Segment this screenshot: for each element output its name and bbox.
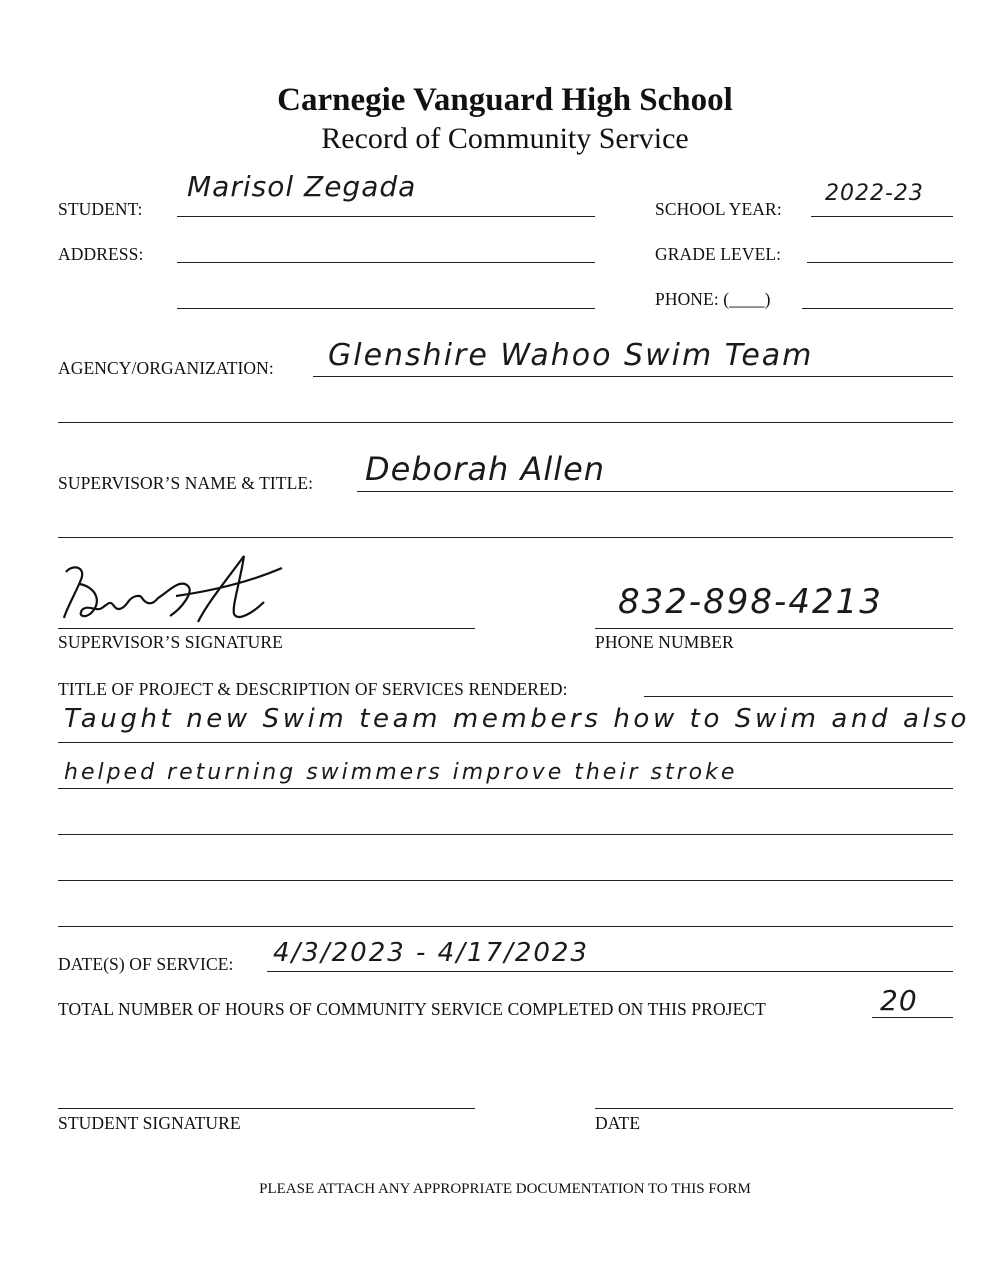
school-year-label: SCHOOL YEAR: <box>655 199 782 219</box>
agency-handwritten[interactable]: Glenshire Wahoo Swim Team <box>328 338 814 373</box>
supervisor-signature-label: SUPERVISOR’S SIGNATURE <box>58 632 283 652</box>
supervisor-signature-line[interactable] <box>58 628 475 629</box>
student-signature-line[interactable] <box>58 1108 475 1109</box>
supervisor-phone-line <box>595 628 953 629</box>
phone-line[interactable] <box>802 308 953 309</box>
phone-label: PHONE: (____) <box>655 289 771 309</box>
project-title-label: TITLE OF PROJECT & DESCRIPTION OF SERVICES RENDERED: <box>58 679 568 699</box>
description-line-5[interactable] <box>58 926 953 927</box>
form-title: Record of Community Service <box>321 122 689 155</box>
student-signature-label: STUDENT SIGNATURE <box>58 1113 241 1133</box>
dates-handwritten[interactable]: 4/3/2023 - 4/17/2023 <box>273 938 589 968</box>
school-year-handwritten[interactable]: 2022-23 <box>825 181 924 206</box>
description-line-3[interactable] <box>58 834 953 835</box>
phone-number-label: PHONE NUMBER <box>595 632 734 652</box>
address-label: ADDRESS: <box>58 244 144 264</box>
agency-label: AGENCY/ORGANIZATION: <box>58 358 274 378</box>
supervisor-phone-handwritten[interactable]: 832-898-4213 <box>618 582 883 622</box>
project-title-line[interactable] <box>644 696 953 697</box>
description-line-4[interactable] <box>58 880 953 881</box>
student-label: STUDENT: <box>58 199 143 219</box>
dates-line <box>267 971 953 972</box>
total-hours-label: TOTAL NUMBER OF HOURS OF COMMUNITY SERVICE COMPLETED ON THIS PROJECT <box>58 999 766 1019</box>
description-handwritten-1[interactable]: Taught new Swim team members how to Swim and also <box>64 704 971 734</box>
date-label: DATE <box>595 1113 641 1133</box>
agency-line-2[interactable] <box>58 422 953 423</box>
description-line-2 <box>58 788 953 789</box>
supervisor-name-line-2[interactable] <box>58 537 953 538</box>
grade-level-label: GRADE LEVEL: <box>655 244 782 264</box>
grade-level-line[interactable] <box>807 262 953 263</box>
school-name: Carnegie Vanguard High School <box>277 82 733 118</box>
description-line-1 <box>58 742 953 743</box>
address-line-2[interactable] <box>177 308 595 309</box>
dates-label: DATE(S) OF SERVICE: <box>58 954 234 974</box>
footer-note: PLEASE ATTACH ANY APPROPRIATE DOCUMENTATION TO THIS FORM <box>259 1181 751 1197</box>
student-line <box>177 216 595 217</box>
supervisor-name-line <box>357 491 953 492</box>
description-handwritten-2[interactable]: helped returning swimmers improve their stroke <box>64 760 738 785</box>
agency-line <box>313 376 953 377</box>
supervisor-name-handwritten[interactable]: Deborah Allen <box>365 450 606 488</box>
total-hours-handwritten[interactable]: 20 <box>880 984 918 1017</box>
total-hours-line <box>872 1017 953 1018</box>
address-line-1[interactable] <box>177 262 595 263</box>
student-name-handwritten[interactable]: Marisol Zegada <box>187 170 417 203</box>
supervisor-name-label: SUPERVISOR’S NAME & TITLE: <box>58 473 314 493</box>
supervisor-signature-drawing <box>58 552 298 632</box>
school-year-line <box>811 216 953 217</box>
date-line[interactable] <box>595 1108 953 1109</box>
